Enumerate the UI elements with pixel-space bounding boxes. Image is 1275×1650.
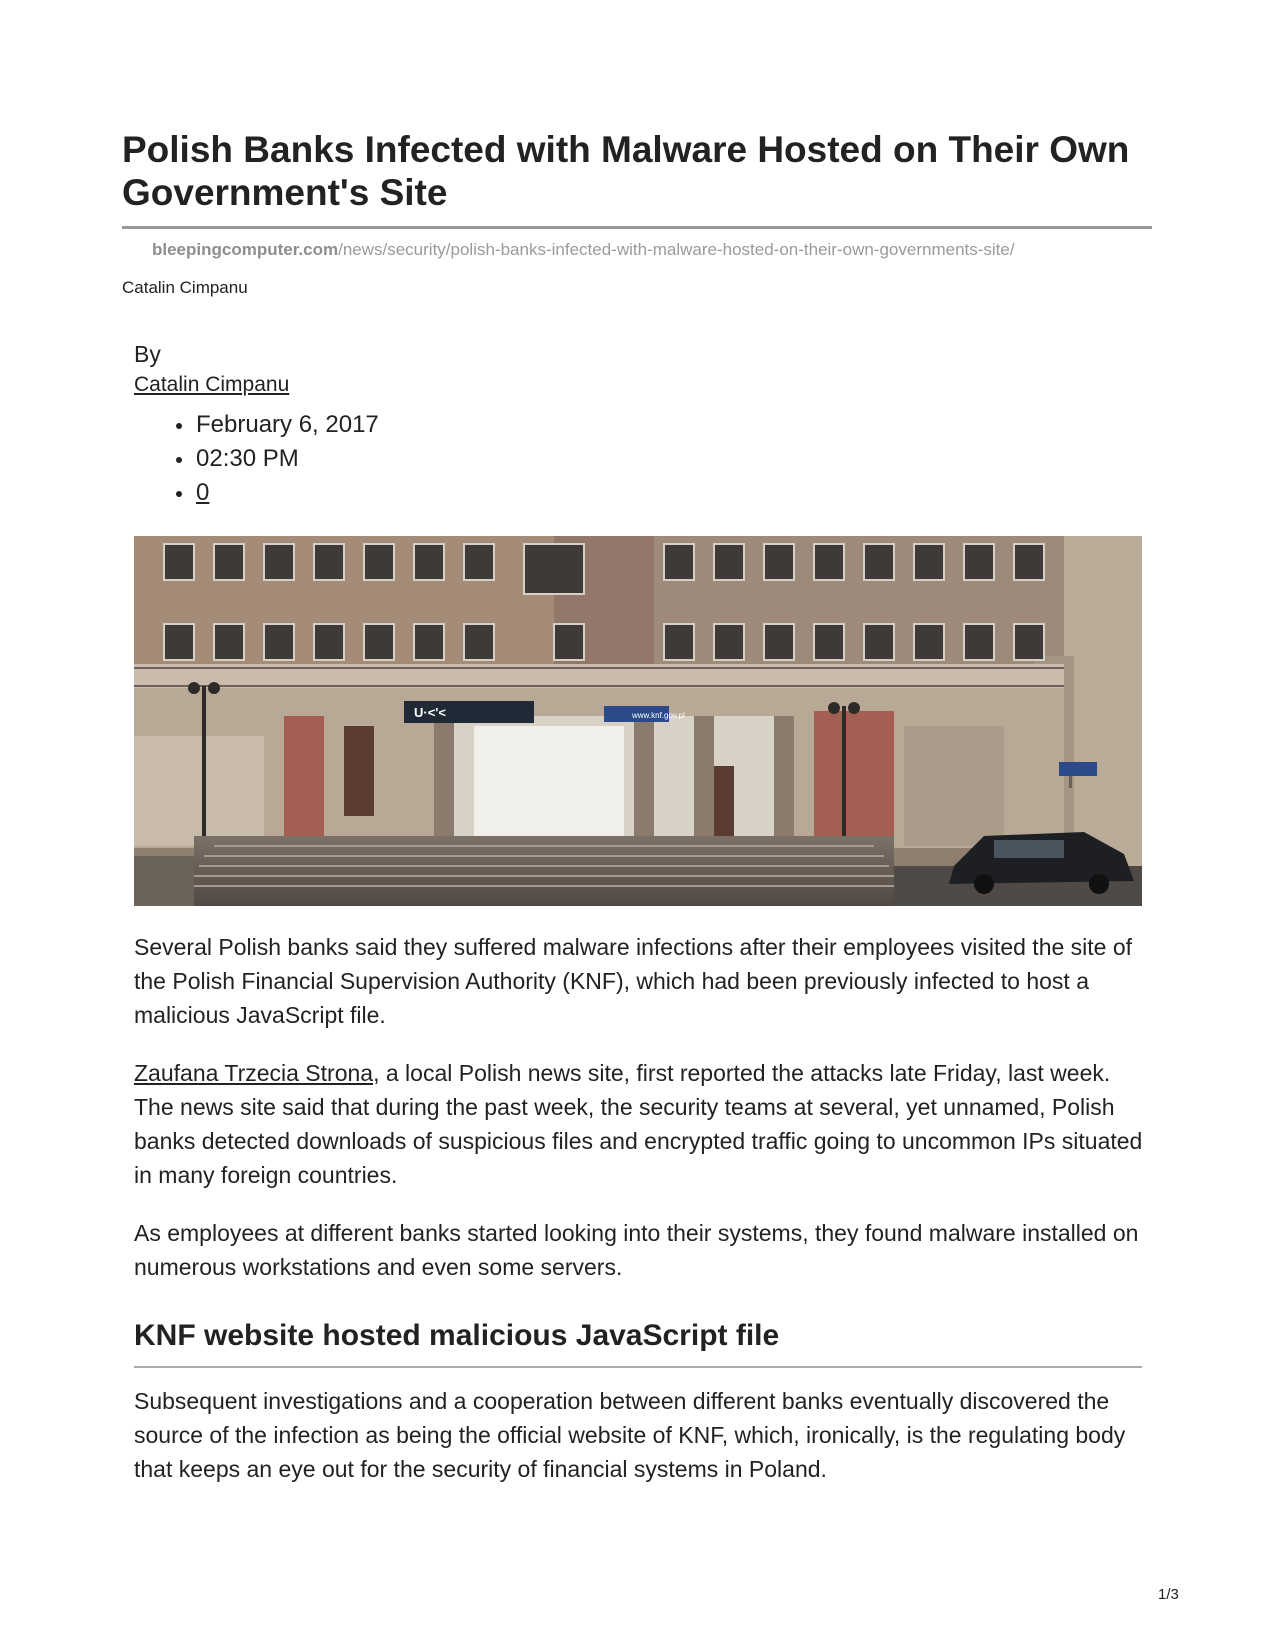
comment-count-link[interactable]: 0 (196, 479, 210, 506)
hero-sign-right: www.knf.gov.pl (632, 711, 685, 720)
paragraph-1: Several Polish banks said they suffered malware infections after their employees visited the site of the Polish Financial Supervision Authority (KNF), which had been previously infected to host a malicious JavaScript file. (134, 934, 1133, 1028)
source-url (152, 240, 1015, 260)
zaufana-trzecia-strona-link[interactable]: Zaufana Trzecia Strona (134, 1060, 374, 1086)
source-path: /news/security/polish-banks-infected-with-malware-hosted-on-their-own-governments-site/ (338, 240, 1015, 259)
building-photo-illustration (134, 536, 1142, 906)
author-link[interactable]: Catalin Cimpanu (134, 373, 290, 396)
paragraph-2 (134, 1056, 1144, 1192)
hero-image-building (134, 536, 1142, 906)
hero-sign-left: U·<'< (414, 705, 446, 720)
by-label: By (134, 341, 161, 367)
page-number: 1/3 (1158, 1586, 1179, 1603)
article-meta-list (196, 408, 379, 510)
comment-count-item (196, 476, 379, 510)
paragraph-4: Subsequent investigations and a cooperation between different banks eventually discovered the source of the infection as being the official website of KNF, which, ironically, is the regulating body that keeps an eye out for the security of financial systems in Poland. (134, 1388, 1126, 1482)
article-title: Polish Banks Infected with Malware Hosted on Their Own Government's Site (122, 129, 1130, 213)
source-domain: bleepingcomputer.com (152, 240, 339, 259)
publish-time: 02:30 PM (196, 442, 379, 476)
section-heading-divider (134, 1366, 1142, 1368)
title-divider (122, 226, 1152, 229)
publish-date: February 6, 2017 (196, 408, 379, 442)
paragraph-2-text: , a local Polish news site, first reported the attacks late Friday, last week. The news site said that during the past week, the security teams at several, yet unnamed, Polish banks detected downloads of suspicious files and encrypted traffic going to uncommon IPs situated in many foreign countries. (134, 1060, 1143, 1188)
byline-author: Catalin Cimpanu (122, 278, 248, 297)
section-heading: KNF website hosted malicious JavaScript file (134, 1319, 780, 1352)
paragraph-3: As employees at different banks started looking into their systems, they found malware installed on numerous workstations and even some servers. (134, 1220, 1139, 1280)
